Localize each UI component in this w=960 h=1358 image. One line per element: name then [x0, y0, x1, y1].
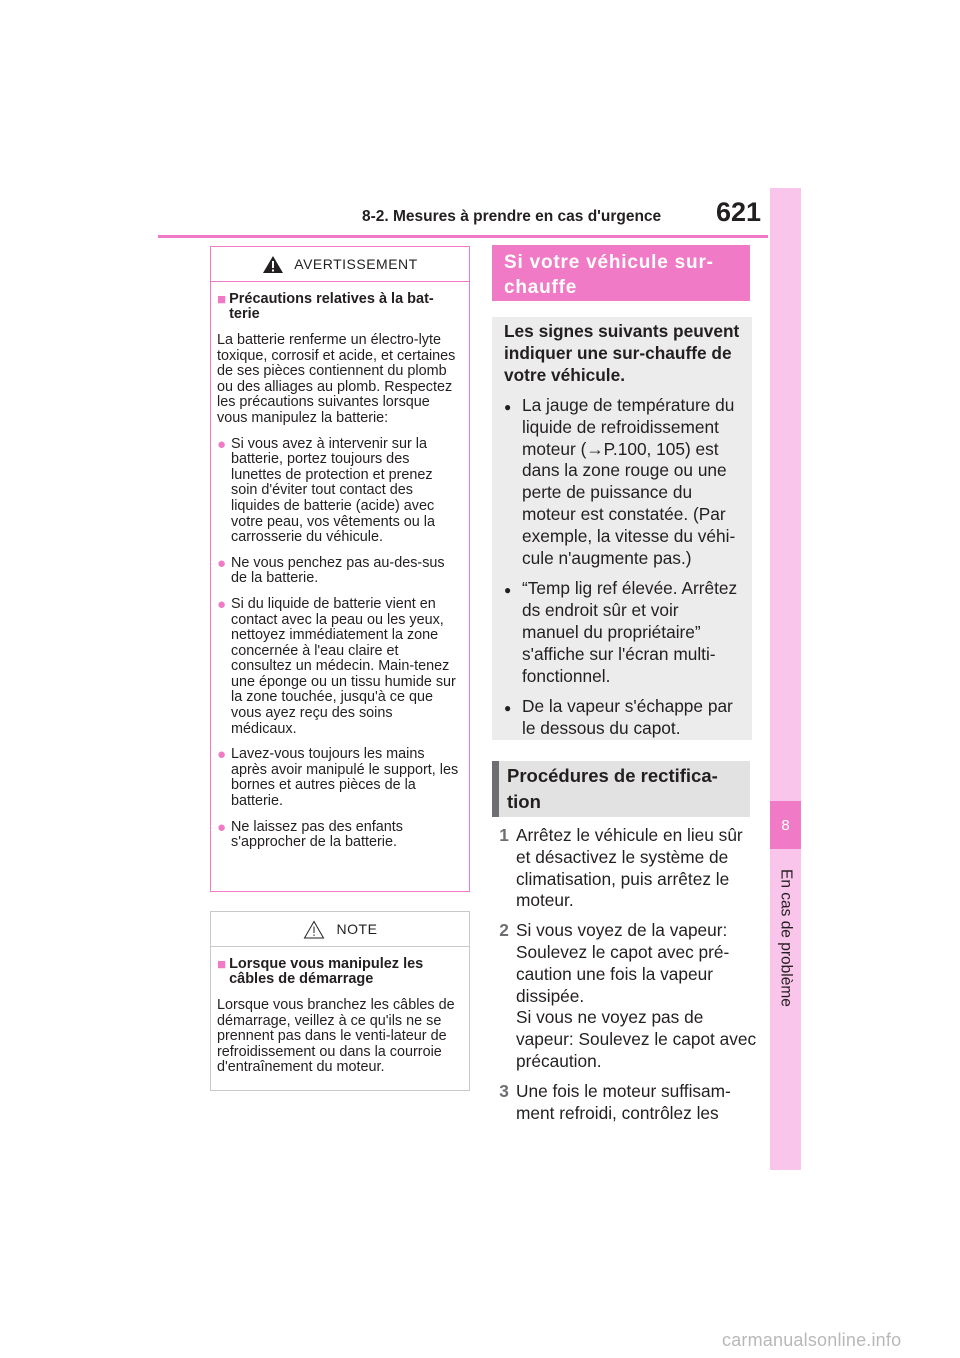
warning-bullet: ● Lavez-vous toujours les mains après avoir manipulé le support, les bornes et autres pièces de la batterie.	[217, 746, 459, 810]
bullet-dot-icon: ●	[217, 746, 227, 764]
caution-triangle-icon	[303, 920, 325, 939]
page-number: 621	[716, 197, 762, 227]
bullet-dot-icon: ●	[217, 818, 227, 836]
bullet-dot-icon: ●	[504, 583, 512, 598]
step-text: Si vous voyez de la vapeur: Soulevez le capot avec pré-caution une fois la vapeur dissipée.	[516, 920, 730, 1006]
step-number: 2	[499, 920, 509, 941]
warning-triangle-icon	[262, 255, 284, 274]
step-text: Arrêtez le véhicule en lieu sûr et désactivez le système de climatisation, puis arrêtez le moteur.	[516, 825, 743, 911]
warning-subheading	[217, 292, 461, 322]
chapter-side-tab	[770, 188, 801, 1170]
procedure-step	[492, 1081, 757, 1125]
note-title: NOTE	[336, 921, 378, 937]
square-bullet-icon: ■	[217, 291, 227, 308]
warning-bullet: ● Si du liquide de batterie vient en contact avec la peau ou les yeux, nettoyez immédiatement la zone concernée à l'eau claire et consultez un médecin. Main-tenez une éponge ou un tissu humide sur la zone touchée, jusqu'à ce que vous ayez reçu des soins médicaux.	[217, 595, 456, 737]
square-bullet-icon: ■	[217, 956, 227, 973]
note-text: Lorsque vous branchez les câbles de démarrage, veillez à ce qu'ils ne se prennent pas dans le venti-lateur de refroidissement ou dans la courroie d'entraînement du moteur.	[217, 997, 455, 1076]
bullet-dot-icon: ●	[217, 554, 227, 572]
procedure-steps	[492, 825, 757, 1132]
chapter-number: 8	[770, 801, 801, 849]
warning-intro: La batterie renferme un électro-lyte toxique, corrosif et acide, et certaines de ses pièces contiennent du plomb ou des alliages au plomb. Respectez les précautions suivantes lorsque vous manipulez la batterie:	[217, 332, 456, 426]
bullet-dot-icon: ●	[504, 400, 512, 414]
overheat-sign: ● “Temp lig ref élevée. Arrêtez ds endroit sûr et voir manuel du propriétaire” s'affiche sur l'écran multi-fonctionnel.	[504, 578, 738, 686]
bullet-dot-icon: ●	[504, 701, 512, 716]
bullet-dot-icon: ●	[217, 595, 227, 613]
warning-header	[211, 247, 469, 282]
header-divider	[158, 235, 768, 238]
watermark: carmanualsonline.info	[722, 1330, 902, 1350]
procedure-heading: Procédures de rectifica-tion	[492, 761, 750, 817]
note-box	[210, 911, 470, 1091]
overheat-banner: Si votre véhicule sur-chauffe	[492, 245, 750, 301]
note-subheading-text: Lorsque vous manipulez les câbles de démarrage	[229, 956, 424, 987]
section-title: 8-2. Mesures à prendre en cas d'urgence	[362, 208, 662, 225]
chapter-title: En cas de problème	[777, 869, 795, 1007]
overheat-sign: ● De la vapeur s'échappe par le dessous du capot.	[504, 696, 733, 739]
overheat-intro: Les signes suivants peuvent indiquer une sur-chauffe de votre véhicule.	[504, 321, 740, 385]
procedure-step	[492, 825, 757, 912]
warning-bullet: ● Si vous avez à intervenir sur la batterie, portez toujours des lunettes de protection et prenez soin d'éviter tout contact des liquides de batterie (acide) avec votre peau, vos vêtements ou la carrosserie du véhicule.	[217, 435, 435, 546]
warning-title: AVERTISSEMENT	[294, 256, 418, 272]
warning-bullet: ● Ne vous penchez pas au-des-sus de la batterie.	[217, 554, 445, 587]
step-text: Si vous ne voyez pas de vapeur: Soulevez le capot avec précaution.	[516, 1007, 757, 1071]
warning-box	[210, 246, 470, 892]
overheat-signs-panel	[492, 317, 752, 740]
warning-bullet: ● Ne laissez pas des enfants s'approcher de la batterie.	[217, 818, 403, 851]
note-header	[211, 912, 469, 947]
note-subheading	[217, 957, 461, 987]
step-number: 3	[499, 1080, 509, 1101]
warning-subheading-text: Précautions relatives à la bat-terie	[229, 291, 434, 322]
step-number: 1	[499, 825, 509, 845]
overheat-sign: ● La jauge de température du liquide de refroidissement moteur (→P.100, 105) est dans la zone rouge ou une perte de puissance du moteur est constatée. (Par exemple, la vitesse du véhi-cule n'augmente pas.)	[504, 395, 736, 568]
procedure-step	[492, 920, 757, 1073]
bullet-dot-icon: ●	[217, 435, 227, 453]
step-text: Une fois le moteur suffisam-ment refroidi, contrôlez les	[516, 1080, 731, 1123]
